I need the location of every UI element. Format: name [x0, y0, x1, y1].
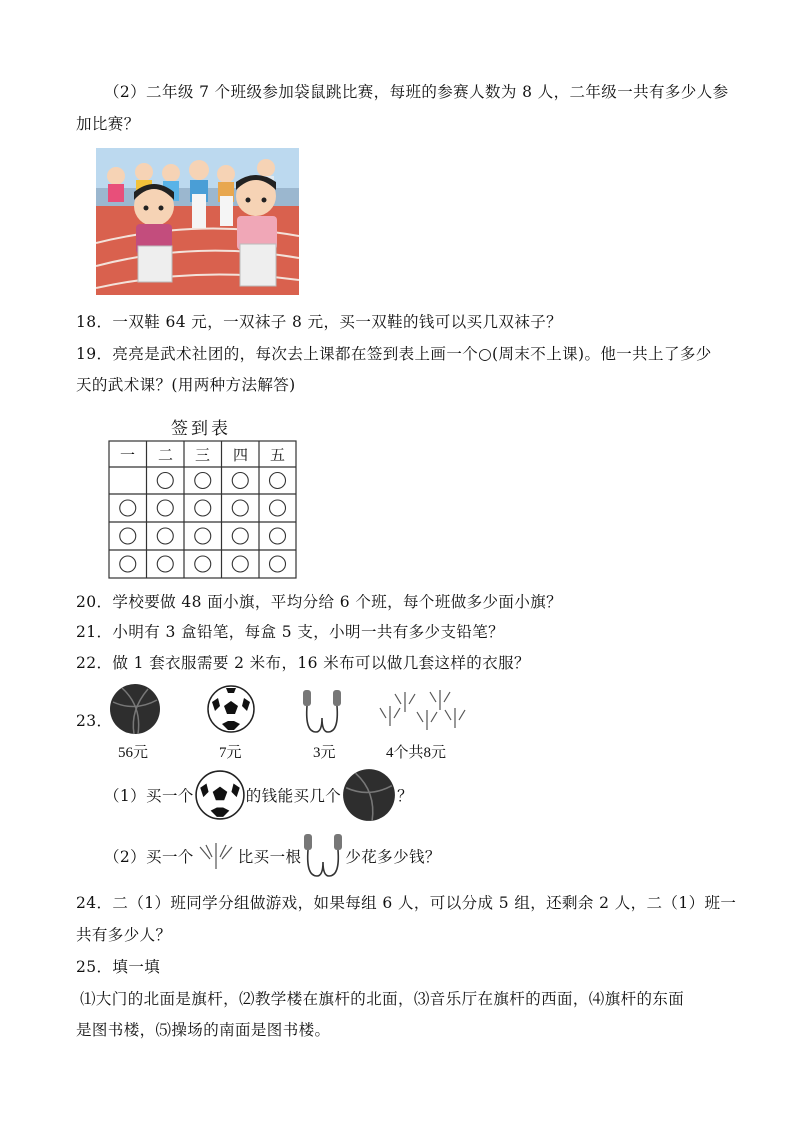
attendance-circle: [232, 528, 248, 544]
q23-sub2-part-b: 比买一根: [237, 848, 302, 866]
q23-number: 23．: [76, 712, 113, 730]
attendance-circle: [157, 473, 173, 489]
attendance-circle: [120, 500, 136, 516]
attendance-circle: [270, 556, 286, 572]
attendance-circle: [270, 528, 286, 544]
q25-line1: ⑴大门的北面是旗杆，⑵教学楼在旗杆的北面，⑶音乐厅在旗杆的西面，⑷旗杆的东面: [80, 990, 685, 1008]
q23-sub2: [104, 834, 441, 878]
attendance-circle: [232, 556, 248, 572]
sack-race-illustration: [96, 148, 299, 295]
q17-2-line1: （2）二年级 7 个班级参加袋鼠跳比赛，每班的参赛人数为 8 人，二年级一共有多少人参: [104, 83, 729, 101]
q24-line1: 24．二（1）班同学分组做游戏，如果每组 6 人，可以分成 5 组，还剩余 2 人，二（1）班一: [76, 894, 737, 912]
price-shuttlecocks: 4个共8元: [386, 745, 447, 761]
q23-sub1-part-c: ？: [397, 787, 414, 805]
attendance-circle: [157, 556, 173, 572]
sign-table-title: 签到表: [171, 419, 231, 439]
price-soccer-ball: 7元: [219, 745, 242, 761]
header-thu: 四: [233, 446, 249, 464]
basketball-icon: [108, 682, 162, 740]
q23-sub1-part-b: 的钱能买几个: [245, 787, 342, 805]
header-wed: 三: [195, 446, 211, 464]
attendance-circle: [270, 473, 286, 489]
q24-line2: 共有多少人？: [76, 926, 172, 944]
attendance-circle: [195, 528, 211, 544]
attendance-circle: [195, 556, 211, 572]
attendance-circle: [120, 528, 136, 544]
attendance-circle: [120, 556, 136, 572]
price-basketball: 56元: [118, 745, 149, 761]
soccer-ball-icon: [194, 769, 246, 821]
q20-text: 20．学校要做 48 面小旗，平均分给 6 个班，每个班做多少面小旗？: [76, 593, 563, 611]
shuttlecock-icon: [375, 688, 470, 738]
header-fri: 五: [270, 446, 286, 464]
attendance-circle: [232, 500, 248, 516]
shuttlecock-icon: [194, 841, 238, 871]
attendance-circle: [232, 473, 248, 489]
q21-text: 21．小明有 3 盒铅笔，每盒 5 支，小明一共有多少支铅笔？: [76, 623, 505, 641]
attendance-circle: [270, 500, 286, 516]
q18-text: 18．一双鞋 64 元，一双袜子 8 元，买一双鞋的钱可以买几双袜子？: [76, 313, 563, 331]
attendance-circle: [157, 500, 173, 516]
q25-line2: 是图书楼，⑸操场的南面是图书楼。: [76, 1021, 331, 1039]
q19-line2: 天的武术课？(用两种方法解答): [76, 376, 296, 394]
jump-rope-icon: [300, 688, 344, 740]
q19-line1: 19．亮亮是武术社团的，每次去上课都在签到表上画一个○(周末不上课)。他一共上了多少: [76, 345, 712, 363]
q22-text: 22．做 1 套衣服需要 2 米布，16 米布可以做几套这样的衣服？: [76, 654, 530, 672]
q25-title: 25．填一填: [76, 958, 161, 976]
jump-rope-icon: [301, 832, 345, 880]
q23-sub2-part-c: 少花多少钱？: [345, 848, 441, 866]
attendance-circle: [157, 528, 173, 544]
soccer-ball-icon: [206, 684, 256, 738]
q17-2-line2: 加比赛？: [76, 115, 140, 133]
attendance-circle: [195, 500, 211, 516]
header-mon: 一: [120, 446, 136, 464]
sign-in-table: [108, 410, 308, 582]
price-jump-rope: 3元: [313, 745, 336, 761]
basketball-icon: [341, 767, 397, 823]
attendance-circle: [195, 473, 211, 489]
q23-sub2-part-a: （2）买一个: [104, 848, 194, 866]
q23-sub1-part-a: （1）买一个: [104, 787, 194, 805]
header-tue: 二: [158, 446, 174, 464]
q23-sub1: [104, 773, 413, 817]
